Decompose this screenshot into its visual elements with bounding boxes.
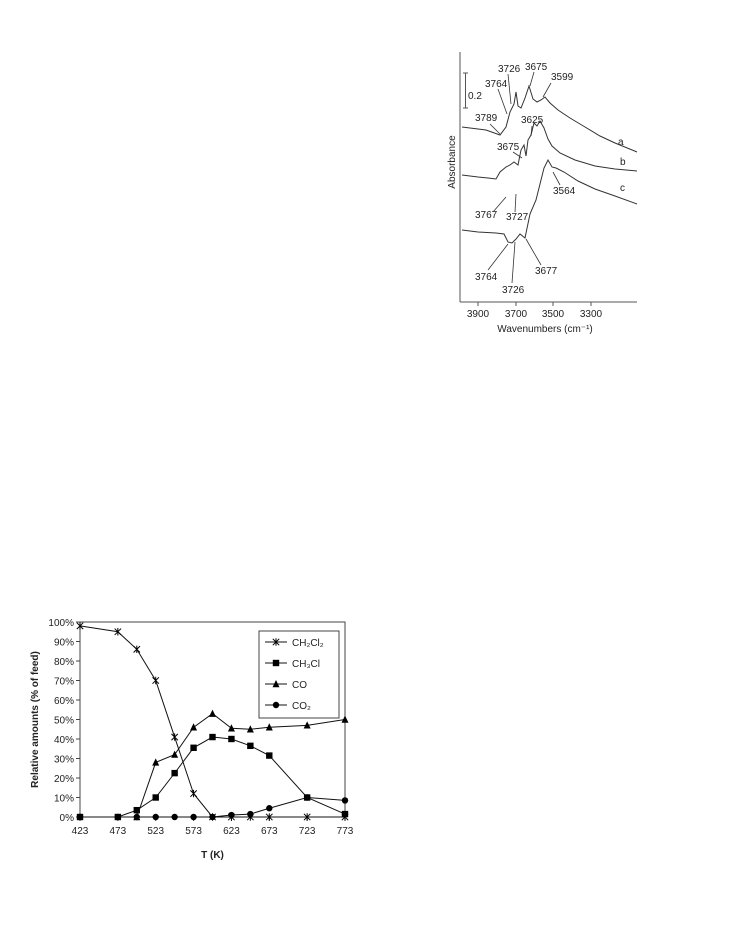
temp-data-point — [228, 736, 234, 742]
temp-data-point — [190, 745, 196, 751]
peak-label: 3764 — [485, 79, 508, 90]
temp-y-tick-label: 50% — [53, 715, 74, 727]
temp-data-point — [228, 812, 234, 818]
legend-swatch-marker — [273, 660, 279, 666]
peak-leader — [508, 74, 511, 104]
ir-x-tick-label: 3700 — [504, 309, 528, 320]
peak-label: 3599 — [551, 72, 574, 83]
peak-label: 3625 — [521, 115, 544, 126]
peak-label: 3767 — [475, 210, 498, 221]
temp-data-point — [266, 752, 272, 758]
temp-x-tick-label: 523 — [147, 826, 165, 837]
peak-leader — [531, 126, 532, 136]
temp-data-point — [77, 814, 83, 820]
temp-y-axis-label: Relative amounts (% of feed) — [30, 651, 41, 788]
ir-y-axis-label: Absorbance — [447, 135, 458, 189]
temp-data-point — [266, 805, 272, 811]
ir-trace-label-a: a — [618, 137, 624, 148]
temp-data-point — [152, 758, 159, 765]
peak-label: 3675 — [525, 62, 548, 73]
peak-leader — [498, 89, 507, 114]
peak-label: 3677 — [535, 266, 558, 277]
ir-scale-bar-label: 0.2 — [468, 91, 482, 102]
ir-x-ticks — [467, 302, 603, 320]
ir-trace-label-b: b — [620, 157, 626, 168]
temp-y-tick-label: 100% — [48, 618, 74, 629]
peak-label: 3727 — [506, 212, 529, 223]
peak-leader — [493, 197, 506, 212]
temp-data-point — [247, 811, 253, 817]
ir-x-tick-label: 3300 — [579, 309, 603, 320]
temp-y-tick-label: 10% — [53, 793, 74, 805]
peak-leader — [553, 172, 560, 185]
temp-data-point — [190, 790, 196, 797]
peak-leader — [530, 72, 534, 86]
temp-data-point — [342, 716, 349, 723]
ir-x-tick-label: 3500 — [541, 309, 565, 320]
temp-series-line — [137, 714, 345, 817]
ir-trace-c — [462, 160, 637, 243]
temp-x-tick-label: 773 — [336, 826, 354, 837]
temp-data-point — [190, 723, 197, 730]
peak-label: 3789 — [475, 113, 498, 124]
temp-x-tick-label: 423 — [71, 826, 89, 837]
legend-label: CO — [292, 680, 307, 691]
temp-data-point — [209, 734, 215, 740]
ir-x-axis-label: Wavenumbers (cm⁻¹) — [497, 324, 593, 335]
temp-data-point — [209, 710, 216, 717]
temp-x-tick-label: 723 — [298, 826, 316, 837]
temp-data-point — [247, 743, 253, 749]
peak-label: 3564 — [553, 186, 576, 197]
peak-leader — [526, 239, 541, 265]
peak-label: 3675 — [497, 142, 520, 153]
temp-data-point — [342, 797, 348, 803]
peak-leader — [543, 83, 551, 97]
temp-y-tick-label: 30% — [53, 754, 74, 766]
ir-trace-b — [462, 121, 637, 179]
ir-x-tick-label: 3900 — [466, 309, 490, 320]
temp-data-point — [153, 814, 159, 820]
ir-spectrum-chart — [0, 0, 735, 340]
ir-trace-label-c: c — [620, 183, 625, 194]
temp-data-point — [153, 794, 159, 800]
temp-x-tick-label: 573 — [185, 826, 202, 837]
temp-legend — [259, 631, 339, 718]
temp-x-axis-label: T (K) — [201, 850, 224, 861]
legend-label: CO₂ — [292, 701, 311, 712]
temp-data-point — [342, 811, 348, 817]
temp-y-tick-label: 80% — [53, 657, 74, 668]
peak-label: 3764 — [475, 272, 498, 283]
temperature-chart — [0, 610, 735, 910]
temp-y-tick-label: 40% — [53, 735, 74, 746]
peak-leader — [515, 194, 516, 212]
temp-series-square — [77, 734, 348, 820]
temp-data-point — [171, 733, 177, 740]
peak-label: 3726 — [498, 64, 521, 75]
temp-series-line — [80, 737, 345, 817]
temp-data-point — [190, 814, 196, 820]
temp-data-point — [115, 814, 121, 820]
temp-series-triangle — [133, 710, 348, 821]
temp-y-tick-label: 90% — [53, 637, 74, 649]
temp-data-point — [134, 814, 140, 820]
temp-data-point — [171, 770, 177, 776]
temp-y-tick-label: 60% — [53, 696, 74, 707]
temp-y-tick-label: 0% — [59, 813, 74, 824]
legend-label: CH₃Cl — [292, 659, 320, 670]
temp-x-tick-label: 673 — [260, 826, 278, 837]
temp-x-tick-label: 473 — [109, 826, 127, 837]
peak-leader — [490, 124, 500, 134]
temp-y-tick-label: 20% — [53, 774, 74, 785]
temp-y-tick-label: 70% — [53, 676, 74, 688]
peak-leader — [512, 242, 515, 283]
temp-data-point — [228, 724, 235, 731]
peak-leader — [488, 244, 508, 270]
legend-label: CH₂Cl₂ — [292, 638, 324, 649]
temp-data-point — [209, 814, 215, 820]
temp-data-point — [304, 794, 310, 800]
temp-data-point — [134, 646, 140, 653]
temp-x-tick-label: 623 — [223, 826, 240, 837]
temp-data-point — [153, 677, 159, 684]
temp-data-point — [171, 814, 177, 820]
legend-swatch-marker — [273, 702, 279, 708]
peak-label: 3726 — [502, 285, 525, 296]
